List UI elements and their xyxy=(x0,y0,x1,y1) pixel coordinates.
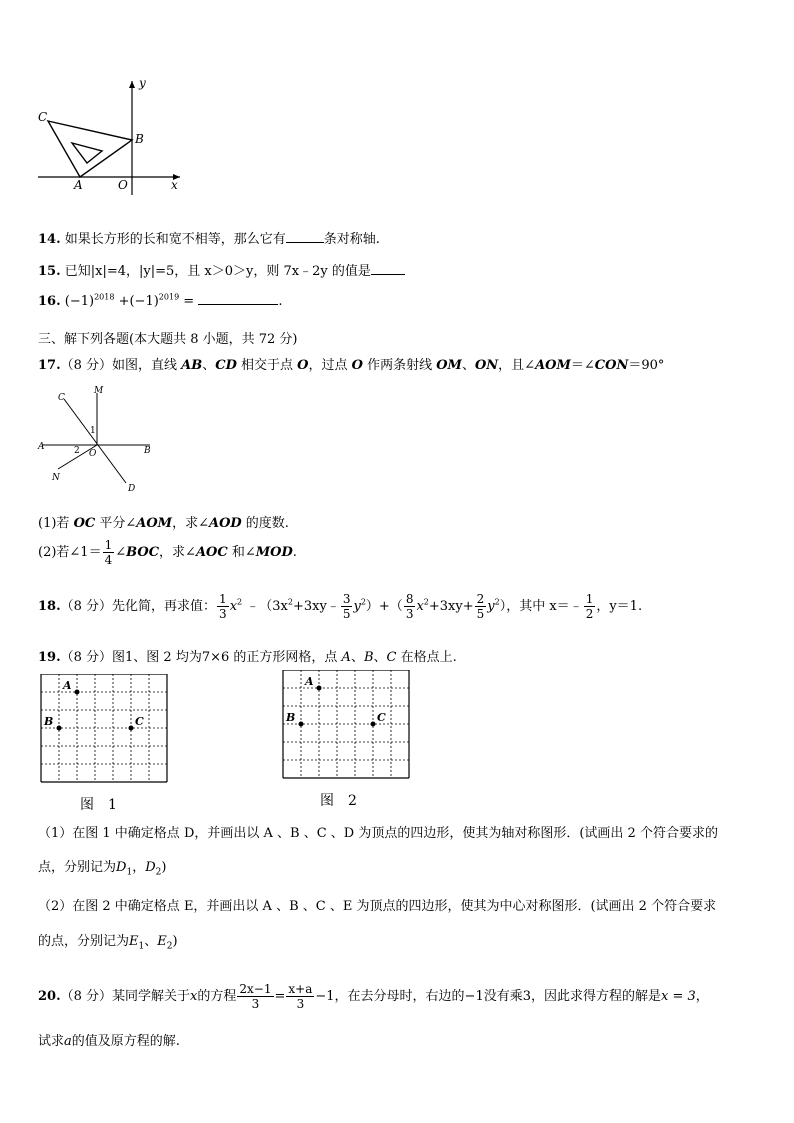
denominator: 5 xyxy=(476,607,485,621)
question-number: 19. xyxy=(38,650,61,665)
question-17-part-1 xyxy=(38,512,289,531)
point-d-label: D xyxy=(128,484,136,494)
variable: x xyxy=(229,599,238,614)
subscript: 1 xyxy=(126,867,133,878)
point-b-label: B xyxy=(135,132,144,146)
answer-blank xyxy=(198,292,278,305)
angle-boc: BOC xyxy=(126,545,160,560)
question-text: . xyxy=(292,545,297,560)
question-14 xyxy=(38,228,380,247)
question-text: ∠ xyxy=(115,545,127,560)
question-text: ，过点 xyxy=(308,358,352,373)
expression: ﹣（3x xyxy=(242,599,288,614)
separator: 、 xyxy=(350,650,364,665)
point-b-label: B xyxy=(144,446,151,456)
point-c: C xyxy=(386,650,397,665)
point-c-label: C xyxy=(135,715,144,728)
question-text: ) xyxy=(172,934,178,949)
point-o-label: O xyxy=(89,449,97,459)
lines-figure xyxy=(34,383,164,495)
section-3-title: 三、解下列各题(本大题共 8 小题，共 72 分) xyxy=(38,332,298,347)
point-o: O xyxy=(351,358,363,373)
question-text: (2)若∠1＝ xyxy=(38,545,102,560)
numerator: 8 xyxy=(405,592,414,606)
point-a-dot xyxy=(75,690,80,695)
subscript: 2 xyxy=(166,941,173,952)
question-text: 的度数. xyxy=(241,516,289,531)
point-c-label: C xyxy=(377,711,386,724)
point-d1: D xyxy=(116,860,127,875)
question-text: 如图，直线 xyxy=(112,358,182,373)
angle-aod: AOD xyxy=(208,516,242,531)
question-text: ＝∠ xyxy=(570,358,595,373)
equals-sign: = xyxy=(183,294,195,309)
numerator: 1 xyxy=(585,592,594,606)
question-text: 已知|x|=4，|y|=5，且 x＞0＞y，则 7x﹣2y 的值是 xyxy=(64,264,371,279)
x-axis-label: x xyxy=(171,178,178,192)
question-text: 相交于点 xyxy=(236,358,298,373)
plus-sign: + xyxy=(118,294,130,309)
point-a: A xyxy=(341,650,351,665)
numerator: 1 xyxy=(104,538,113,552)
point-m-label: M xyxy=(94,386,104,396)
point-b-label: B xyxy=(44,715,54,728)
angle-aoc: AOC xyxy=(195,545,228,560)
variable-x: x xyxy=(190,989,198,1004)
fraction xyxy=(341,592,353,621)
grid-figure-2 xyxy=(280,670,414,782)
exponent: 2 xyxy=(494,597,500,607)
angle-2-label: 2 xyxy=(74,446,80,456)
question-19-part-1: （1）在图 1 中确定格点 D，并画出以 A 、B 、C 、D 为顶点的四边形，使其为轴对称图形．(试画出 2 个符合要求的 xyxy=(38,826,718,841)
point-c-label: C xyxy=(38,110,48,124)
point-o: O xyxy=(297,358,309,373)
point-b: B xyxy=(363,650,374,665)
denominator: 4 xyxy=(104,553,113,567)
exponent: 2 xyxy=(423,597,429,607)
question-text: 图1、图 2 均为7×6 的正方形网格，点 xyxy=(112,650,342,665)
numerator: 2 xyxy=(476,592,485,606)
variable: y xyxy=(487,599,495,614)
question-number: 15. xyxy=(38,264,61,279)
equals-sign: = xyxy=(274,989,286,1004)
point-a-dot xyxy=(317,686,322,691)
question-score: （8 分） xyxy=(60,989,113,1004)
numerator: 3 xyxy=(342,592,351,606)
point-a-label: A xyxy=(63,679,72,692)
point-b-label: B xyxy=(286,711,296,724)
fraction xyxy=(103,538,115,567)
question-text: 作两条射线 xyxy=(362,358,437,373)
subscript: 1 xyxy=(138,941,145,952)
question-text: 点，分别记为 xyxy=(38,860,117,875)
point-b-dot xyxy=(299,722,304,727)
period: . xyxy=(278,294,283,309)
question-16 xyxy=(38,292,282,309)
numerator: x+a xyxy=(288,982,313,996)
ray-on: ON xyxy=(474,358,499,373)
point-n-label: N xyxy=(52,473,60,483)
line-cd: CD xyxy=(215,358,237,373)
question-text: 条对称轴. xyxy=(323,232,380,247)
point-d2: D xyxy=(145,860,156,875)
question-text: 的值及原方程的解. xyxy=(71,1034,180,1049)
subscript: 2 xyxy=(155,867,162,878)
separator: ， xyxy=(132,860,146,875)
question-18 xyxy=(38,592,642,621)
question-score: （8 分） xyxy=(60,650,113,665)
point-c-dot xyxy=(371,722,376,727)
question-score: （8 分） xyxy=(60,358,113,373)
question-number: 18. xyxy=(38,599,61,614)
question-text: 在格点上. xyxy=(396,650,457,665)
denominator: 5 xyxy=(342,607,351,621)
question-text: 的点，分别记为 xyxy=(38,934,130,949)
question-19 xyxy=(38,646,457,665)
coordinate-figure xyxy=(30,75,190,200)
question-17-part-2 xyxy=(38,538,297,567)
angle-mod: MOD xyxy=(255,545,293,560)
point-e2: E xyxy=(157,934,167,949)
angle-aom: AOM xyxy=(136,516,173,531)
power-exponent: 2018 xyxy=(94,292,115,302)
question-text: ，求∠ xyxy=(159,545,196,560)
question-text: ) xyxy=(161,860,167,875)
question-19-part-2-cont xyxy=(38,930,178,952)
point-c-dot xyxy=(129,726,134,731)
line-ab: AB xyxy=(181,358,203,373)
question-text: −1，在去分母时，右边的−1没有乘3，因此求得方程的解是 xyxy=(315,989,661,1004)
variable: y xyxy=(353,599,361,614)
question-number: 14. xyxy=(38,232,61,247)
question-text: ，且∠ xyxy=(498,358,536,373)
power-base: (−1) xyxy=(129,294,159,309)
angle-con: CON xyxy=(594,358,629,373)
point-a-label: A xyxy=(38,442,45,452)
exponent: 2 xyxy=(360,597,366,607)
figure-1-caption: 图 1 xyxy=(80,797,117,813)
question-text: 试求 xyxy=(38,1034,65,1049)
question-text: 如果长方形的长和宽不相等，那么它有 xyxy=(64,232,286,247)
denominator: 3 xyxy=(296,997,305,1011)
answer-blank xyxy=(286,230,324,243)
angle-aom: AOM xyxy=(535,358,571,373)
point-e1: E xyxy=(129,934,139,949)
numerator: 1 xyxy=(219,592,227,606)
question-number: 17. xyxy=(38,358,61,373)
y-axis-label: y xyxy=(139,76,146,90)
ray-om: OM xyxy=(436,358,462,373)
question-text: 先化简，再求值： xyxy=(112,599,217,614)
denominator: 3 xyxy=(405,607,414,621)
separator: 、 xyxy=(461,358,475,373)
power-base: (−1) xyxy=(64,294,95,309)
point-a-label: A xyxy=(74,178,83,192)
question-number: 20. xyxy=(38,989,61,1004)
numerator: 2x−1 xyxy=(239,982,272,996)
question-score: （8 分） xyxy=(60,599,113,614)
fraction xyxy=(286,982,314,1011)
fraction xyxy=(475,592,487,621)
variable: x xyxy=(416,599,424,614)
expression: ），其中 x＝﹣ xyxy=(499,599,583,614)
question-text: 和∠ xyxy=(227,545,256,560)
expression: +3xy+ xyxy=(428,599,474,614)
exponent: 2 xyxy=(287,597,293,607)
question-text: 某同学解关于 xyxy=(112,989,191,1004)
answer-blank xyxy=(371,262,405,275)
question-19-part-1-cont xyxy=(38,856,166,878)
separator: 、 xyxy=(202,358,216,373)
solution: x = 3 xyxy=(661,989,696,1004)
point-a-label: A xyxy=(305,675,314,688)
figure-2-caption: 图 2 xyxy=(320,793,357,809)
question-20 xyxy=(38,982,709,1011)
question-text: 的方程 xyxy=(197,989,237,1004)
question-text: ，求∠ xyxy=(172,516,209,531)
question-20-cont xyxy=(38,1030,180,1049)
fraction xyxy=(404,592,416,621)
origin-label: O xyxy=(118,178,128,192)
power-exponent: 2019 xyxy=(158,292,180,302)
question-17 xyxy=(38,354,664,373)
question-number: 16. xyxy=(38,294,61,309)
exponent: 2 xyxy=(237,597,243,607)
denominator: 2 xyxy=(585,607,594,621)
fraction xyxy=(584,592,596,621)
grid-figure-1 xyxy=(38,674,172,786)
fraction xyxy=(217,592,229,621)
variable-a: a xyxy=(64,1034,72,1049)
denominator: 3 xyxy=(251,997,260,1011)
denominator: 3 xyxy=(219,607,227,621)
separator: 、 xyxy=(144,934,158,949)
point-c-label: C xyxy=(58,393,65,403)
expression: ）+（ xyxy=(365,599,403,614)
angle-1-label: 1 xyxy=(90,426,96,436)
question-text: (1)若 xyxy=(38,516,74,531)
separator: 、 xyxy=(373,650,387,665)
expression: +3xy﹣ xyxy=(292,599,340,614)
question-text: 平分∠ xyxy=(95,516,137,531)
question-text: ＝90° xyxy=(628,358,665,373)
point-b-dot xyxy=(57,726,62,731)
fraction xyxy=(237,982,273,1011)
question-15 xyxy=(38,260,405,279)
question-19-part-2: （2）在图 2 中确定格点 E，并画出以 A 、B 、C 、E 为顶点的四边形，使其为中心对称图形．(试画出 2 个符合要求 xyxy=(38,899,717,914)
ray-oc: OC xyxy=(73,516,96,531)
expression: ，y＝1. xyxy=(596,599,643,614)
question-text: ， xyxy=(695,989,709,1004)
